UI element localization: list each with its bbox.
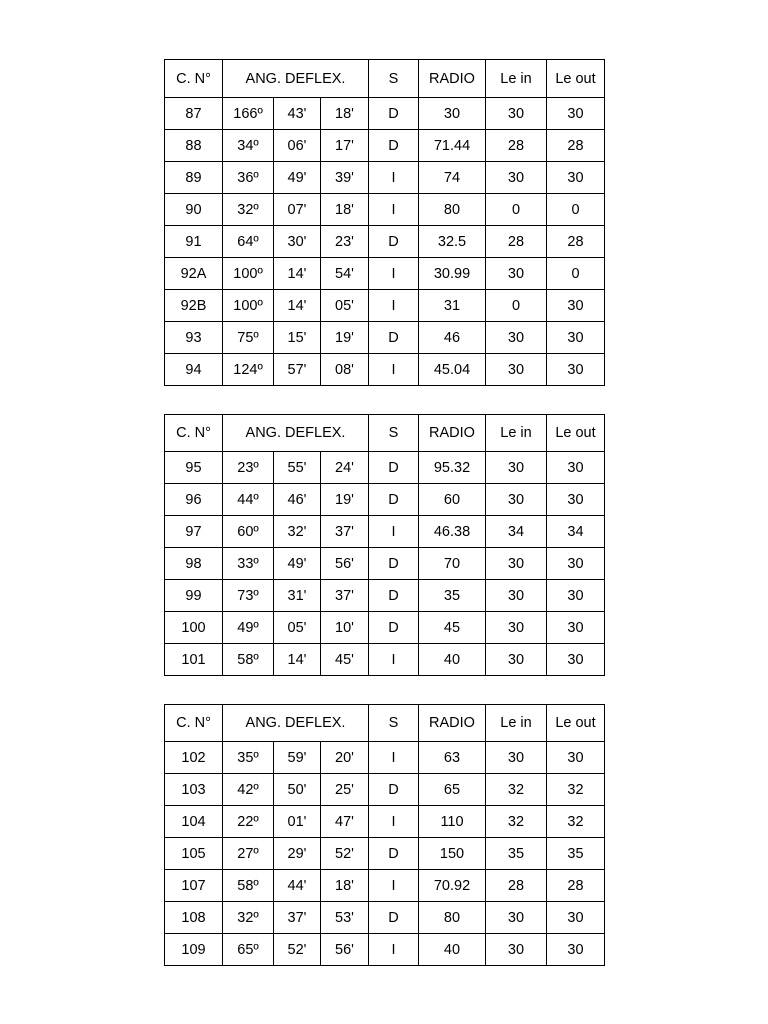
cell-s: D <box>369 838 419 870</box>
cell-cn: 93 <box>165 322 223 354</box>
table-row <box>165 162 605 194</box>
table-row <box>165 806 605 838</box>
cell-cn: 87 <box>165 98 223 130</box>
cell-cn: 105 <box>165 838 223 870</box>
cell-s: I <box>369 644 419 676</box>
cell-cn: 95 <box>165 452 223 484</box>
cell-deg: 32º <box>223 902 274 934</box>
cell-deg: 65º <box>223 934 274 966</box>
cell-sec: 08' <box>321 354 369 386</box>
cell-radio: 80 <box>419 194 486 226</box>
cell-min: 05' <box>274 612 321 644</box>
table-row <box>165 612 605 644</box>
header-s: S <box>369 60 419 98</box>
cell-le-in: 30 <box>486 612 547 644</box>
cell-s: I <box>369 258 419 290</box>
cell-le-out: 28 <box>547 130 605 162</box>
cell-radio: 110 <box>419 806 486 838</box>
cell-radio: 31 <box>419 290 486 322</box>
table-row <box>165 580 605 612</box>
cell-deg: 58º <box>223 644 274 676</box>
cell-le-in: 30 <box>486 934 547 966</box>
cell-min: 31' <box>274 580 321 612</box>
cell-sec: 37' <box>321 580 369 612</box>
cell-le-in: 28 <box>486 870 547 902</box>
cell-le-out: 35 <box>547 838 605 870</box>
cell-le-out: 28 <box>547 870 605 902</box>
cell-s: I <box>369 934 419 966</box>
header-le-in: Le in <box>486 415 547 452</box>
header-radio: RADIO <box>419 705 486 742</box>
table-row <box>165 452 605 484</box>
table-row <box>165 516 605 548</box>
cell-le-in: 30 <box>486 258 547 290</box>
cell-le-in: 0 <box>486 194 547 226</box>
cell-deg: 23º <box>223 452 274 484</box>
cell-min: 14' <box>274 258 321 290</box>
cell-sec: 53' <box>321 902 369 934</box>
cell-sec: 45' <box>321 644 369 676</box>
cell-s: I <box>369 516 419 548</box>
cell-le-out: 28 <box>547 226 605 258</box>
cell-min: 49' <box>274 548 321 580</box>
cell-le-in: 28 <box>486 130 547 162</box>
table-row <box>165 98 605 130</box>
header-cn: C. N° <box>165 705 223 742</box>
cell-deg: 33º <box>223 548 274 580</box>
cell-cn: 102 <box>165 742 223 774</box>
cell-cn: 92A <box>165 258 223 290</box>
cell-min: 50' <box>274 774 321 806</box>
header-ang-deflex: ANG. DEFLEX. <box>223 60 369 98</box>
cell-s: D <box>369 902 419 934</box>
cell-s: I <box>369 162 419 194</box>
cell-radio: 60 <box>419 484 486 516</box>
cell-deg: 42º <box>223 774 274 806</box>
cell-min: 14' <box>274 290 321 322</box>
header-s: S <box>369 705 419 742</box>
cell-sec: 37' <box>321 516 369 548</box>
cell-sec: 24' <box>321 452 369 484</box>
cell-radio: 45.04 <box>419 354 486 386</box>
cell-deg: 34º <box>223 130 274 162</box>
cell-le-out: 0 <box>547 258 605 290</box>
cell-le-out: 30 <box>547 484 605 516</box>
header-ang-deflex: ANG. DEFLEX. <box>223 705 369 742</box>
cell-s: D <box>369 452 419 484</box>
header-s: S <box>369 415 419 452</box>
cell-radio: 70 <box>419 548 486 580</box>
cell-cn: 109 <box>165 934 223 966</box>
cell-deg: 100º <box>223 258 274 290</box>
header-le-in: Le in <box>486 60 547 98</box>
cell-le-in: 30 <box>486 548 547 580</box>
header-le-out: Le out <box>547 415 605 452</box>
cell-s: D <box>369 322 419 354</box>
cell-le-in: 28 <box>486 226 547 258</box>
cell-sec: 56' <box>321 548 369 580</box>
cell-le-in: 30 <box>486 580 547 612</box>
cell-deg: 75º <box>223 322 274 354</box>
table-header-row <box>165 60 605 98</box>
cell-min: 07' <box>274 194 321 226</box>
cell-deg: 44º <box>223 484 274 516</box>
table-row <box>165 354 605 386</box>
cell-le-in: 35 <box>486 838 547 870</box>
cell-le-in: 30 <box>486 322 547 354</box>
cell-le-in: 30 <box>486 354 547 386</box>
cell-le-in: 32 <box>486 774 547 806</box>
cell-s: D <box>369 612 419 644</box>
header-radio: RADIO <box>419 415 486 452</box>
cell-radio: 80 <box>419 902 486 934</box>
cell-cn: 90 <box>165 194 223 226</box>
cell-sec: 20' <box>321 742 369 774</box>
cell-cn: 108 <box>165 902 223 934</box>
cell-le-in: 34 <box>486 516 547 548</box>
cell-le-out: 30 <box>547 548 605 580</box>
cell-sec: 19' <box>321 322 369 354</box>
table-row <box>165 870 605 902</box>
cell-min: 06' <box>274 130 321 162</box>
header-le-out: Le out <box>547 60 605 98</box>
cell-radio: 40 <box>419 934 486 966</box>
cell-deg: 73º <box>223 580 274 612</box>
cell-le-out: 32 <box>547 806 605 838</box>
cell-sec: 05' <box>321 290 369 322</box>
cell-s: D <box>369 580 419 612</box>
header-radio: RADIO <box>419 60 486 98</box>
cell-sec: 47' <box>321 806 369 838</box>
cell-radio: 65 <box>419 774 486 806</box>
cell-deg: 124º <box>223 354 274 386</box>
cell-min: 44' <box>274 870 321 902</box>
cell-cn: 94 <box>165 354 223 386</box>
cell-radio: 40 <box>419 644 486 676</box>
cell-le-out: 30 <box>547 162 605 194</box>
cell-le-in: 30 <box>486 162 547 194</box>
cell-sec: 18' <box>321 98 369 130</box>
table-row <box>165 644 605 676</box>
cell-s: I <box>369 806 419 838</box>
cell-cn: 101 <box>165 644 223 676</box>
cell-le-out: 30 <box>547 290 605 322</box>
cell-sec: 56' <box>321 934 369 966</box>
cell-radio: 150 <box>419 838 486 870</box>
header-ang-deflex: ANG. DEFLEX. <box>223 415 369 452</box>
cell-deg: 36º <box>223 162 274 194</box>
curve-table-2 <box>164 414 605 676</box>
cell-radio: 70.92 <box>419 870 486 902</box>
cell-cn: 97 <box>165 516 223 548</box>
cell-min: 15' <box>274 322 321 354</box>
cell-deg: 22º <box>223 806 274 838</box>
cell-radio: 32.5 <box>419 226 486 258</box>
cell-deg: 49º <box>223 612 274 644</box>
cell-le-in: 30 <box>486 452 547 484</box>
table-row <box>165 484 605 516</box>
cell-le-in: 32 <box>486 806 547 838</box>
table-row <box>165 774 605 806</box>
header-le-in: Le in <box>486 705 547 742</box>
cell-deg: 166º <box>223 98 274 130</box>
cell-deg: 58º <box>223 870 274 902</box>
table-row <box>165 838 605 870</box>
cell-sec: 18' <box>321 194 369 226</box>
table-row <box>165 130 605 162</box>
cell-deg: 100º <box>223 290 274 322</box>
cell-radio: 30.99 <box>419 258 486 290</box>
cell-le-out: 30 <box>547 580 605 612</box>
cell-le-out: 30 <box>547 902 605 934</box>
cell-deg: 35º <box>223 742 274 774</box>
table-row <box>165 322 605 354</box>
cell-sec: 18' <box>321 870 369 902</box>
cell-cn: 91 <box>165 226 223 258</box>
cell-cn: 103 <box>165 774 223 806</box>
cell-le-out: 30 <box>547 612 605 644</box>
cell-sec: 52' <box>321 838 369 870</box>
cell-radio: 45 <box>419 612 486 644</box>
table-header-row <box>165 415 605 452</box>
cell-cn: 107 <box>165 870 223 902</box>
cell-sec: 54' <box>321 258 369 290</box>
cell-le-in: 30 <box>486 742 547 774</box>
cell-s: D <box>369 98 419 130</box>
cell-min: 32' <box>274 516 321 548</box>
table-row <box>165 258 605 290</box>
cell-s: D <box>369 226 419 258</box>
cell-min: 29' <box>274 838 321 870</box>
cell-s: I <box>369 354 419 386</box>
cell-le-in: 0 <box>486 290 547 322</box>
cell-le-in: 30 <box>486 644 547 676</box>
cell-min: 52' <box>274 934 321 966</box>
cell-le-out: 30 <box>547 742 605 774</box>
cell-cn: 100 <box>165 612 223 644</box>
cell-le-out: 0 <box>547 194 605 226</box>
cell-s: D <box>369 484 419 516</box>
cell-sec: 23' <box>321 226 369 258</box>
cell-radio: 35 <box>419 580 486 612</box>
cell-le-out: 30 <box>547 354 605 386</box>
cell-min: 57' <box>274 354 321 386</box>
header-le-out: Le out <box>547 705 605 742</box>
cell-min: 01' <box>274 806 321 838</box>
table-row <box>165 742 605 774</box>
table-row <box>165 290 605 322</box>
cell-le-out: 32 <box>547 774 605 806</box>
cell-cn: 92B <box>165 290 223 322</box>
header-cn: C. N° <box>165 415 223 452</box>
cell-min: 43' <box>274 98 321 130</box>
cell-sec: 39' <box>321 162 369 194</box>
cell-radio: 46.38 <box>419 516 486 548</box>
cell-s: I <box>369 870 419 902</box>
cell-sec: 17' <box>321 130 369 162</box>
cell-radio: 74 <box>419 162 486 194</box>
cell-deg: 32º <box>223 194 274 226</box>
cell-deg: 27º <box>223 838 274 870</box>
cell-cn: 104 <box>165 806 223 838</box>
cell-deg: 60º <box>223 516 274 548</box>
cell-cn: 98 <box>165 548 223 580</box>
cell-min: 46' <box>274 484 321 516</box>
cell-le-out: 30 <box>547 452 605 484</box>
cell-s: D <box>369 130 419 162</box>
cell-s: D <box>369 774 419 806</box>
cell-cn: 99 <box>165 580 223 612</box>
header-cn: C. N° <box>165 60 223 98</box>
cell-cn: 89 <box>165 162 223 194</box>
cell-s: I <box>369 194 419 226</box>
cell-s: I <box>369 742 419 774</box>
cell-le-out: 30 <box>547 322 605 354</box>
cell-radio: 63 <box>419 742 486 774</box>
curve-table-1 <box>164 59 605 386</box>
cell-min: 49' <box>274 162 321 194</box>
cell-le-in: 30 <box>486 902 547 934</box>
cell-le-out: 30 <box>547 98 605 130</box>
table-row <box>165 902 605 934</box>
cell-min: 55' <box>274 452 321 484</box>
cell-min: 59' <box>274 742 321 774</box>
cell-sec: 25' <box>321 774 369 806</box>
cell-deg: 64º <box>223 226 274 258</box>
cell-s: I <box>369 290 419 322</box>
cell-min: 14' <box>274 644 321 676</box>
cell-radio: 95.32 <box>419 452 486 484</box>
cell-radio: 46 <box>419 322 486 354</box>
cell-radio: 71.44 <box>419 130 486 162</box>
cell-cn: 88 <box>165 130 223 162</box>
cell-le-out: 34 <box>547 516 605 548</box>
cell-sec: 19' <box>321 484 369 516</box>
cell-le-in: 30 <box>486 484 547 516</box>
cell-s: D <box>369 548 419 580</box>
table-header-row <box>165 705 605 742</box>
cell-cn: 96 <box>165 484 223 516</box>
cell-radio: 30 <box>419 98 486 130</box>
table-row <box>165 194 605 226</box>
curve-table-3 <box>164 704 605 966</box>
cell-le-in: 30 <box>486 98 547 130</box>
table-row <box>165 226 605 258</box>
table-row <box>165 934 605 966</box>
cell-sec: 10' <box>321 612 369 644</box>
cell-le-out: 30 <box>547 644 605 676</box>
cell-min: 37' <box>274 902 321 934</box>
table-row <box>165 548 605 580</box>
cell-min: 30' <box>274 226 321 258</box>
cell-le-out: 30 <box>547 934 605 966</box>
